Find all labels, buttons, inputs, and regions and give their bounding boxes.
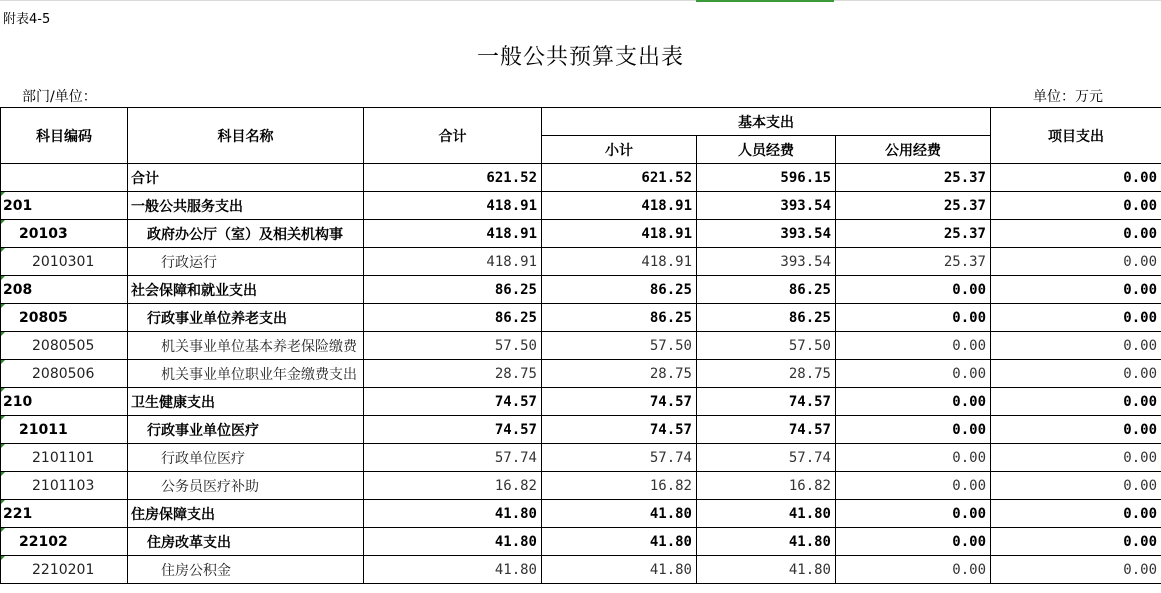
header-name[interactable]: 科目名称 [128,108,364,164]
cell-public[interactable]: 0.00 [836,416,991,444]
cell-total[interactable]: 28.75 [364,360,542,388]
cell-public[interactable]: 25.37 [836,164,991,192]
cell-name[interactable]: 社会保障和就业支出 [128,276,364,304]
cell-code[interactable]: 2101103 [1,472,128,500]
cell-code[interactable]: 2080506 [1,360,128,388]
cell-personnel[interactable]: 41.80 [697,500,836,528]
cell-subtotal[interactable]: 418.91 [542,192,697,220]
cell-personnel[interactable]: 393.54 [697,248,836,276]
cell-subtotal[interactable]: 86.25 [542,304,697,332]
cell-project[interactable]: 0.00 [991,444,1161,472]
cell-project[interactable]: 0.00 [991,248,1161,276]
table-row [1,500,1161,528]
cell-project[interactable]: 0.00 [991,528,1161,556]
cell-personnel[interactable]: 86.25 [697,304,836,332]
cell-project[interactable]: 0.00 [991,360,1161,388]
header-total[interactable]: 合计 [364,108,542,164]
cell-personnel[interactable]: 393.54 [697,192,836,220]
cell-public[interactable]: 0.00 [836,388,991,416]
cell-public[interactable]: 25.37 [836,220,991,248]
cell-name[interactable]: 卫生健康支出 [128,388,364,416]
cell-project[interactable]: 0.00 [991,192,1161,220]
cell-total[interactable]: 86.25 [364,304,542,332]
cell-name[interactable]: 住房改革支出 [128,528,364,556]
cell-code[interactable]: 20103 [1,220,128,248]
header-personnel[interactable]: 人员经费 [697,136,836,164]
cell-subtotal[interactable]: 16.82 [542,472,697,500]
cell-public[interactable]: 0.00 [836,500,991,528]
cell-code[interactable]: 210 [1,388,128,416]
cell-total[interactable]: 418.91 [364,220,542,248]
table-row [1,192,1161,220]
cell-name[interactable]: 行政单位医疗 [128,444,364,472]
cell-project[interactable]: 0.00 [991,304,1161,332]
cell-total[interactable]: 41.80 [364,528,542,556]
table-row [1,220,1161,248]
cell-project[interactable]: 0.00 [991,556,1161,584]
cell-total[interactable]: 86.25 [364,276,542,304]
cell-total[interactable]: 16.82 [364,472,542,500]
cell-total[interactable]: 418.91 [364,192,542,220]
page-title: 一般公共预算支出表 [476,45,684,70]
cell-code[interactable] [1,164,128,192]
table-row [1,528,1161,556]
cell-subtotal[interactable]: 418.91 [542,220,697,248]
cell-public[interactable]: 0.00 [836,556,991,584]
cell-code[interactable]: 2010301 [1,248,128,276]
cell-personnel[interactable]: 86.25 [697,276,836,304]
appendix-label: 附表4-5 [3,12,51,27]
cell-name[interactable]: 政府办公厅（室）及相关机构事 [128,220,364,248]
department-label: 部门/单位： [22,89,97,105]
cell-project[interactable]: 0.00 [991,220,1161,248]
cell-personnel[interactable]: 74.57 [697,416,836,444]
cell-personnel[interactable]: 393.54 [697,220,836,248]
cell-project[interactable]: 0.00 [991,472,1161,500]
header-row-1 [1,108,1161,136]
cell-name[interactable]: 公务员医疗补助 [128,472,364,500]
top-border-line [0,0,1161,1]
cell-subtotal[interactable]: 86.25 [542,276,697,304]
cell-name[interactable]: 一般公共服务支出 [128,192,364,220]
cell-public[interactable]: 0.00 [836,472,991,500]
cell-subtotal[interactable]: 74.57 [542,416,697,444]
cell-subtotal[interactable]: 74.57 [542,388,697,416]
cell-public[interactable]: 0.00 [836,360,991,388]
cell-name[interactable]: 机关事业单位职业年金缴费支出 [128,360,364,388]
cell-subtotal[interactable]: 621.52 [542,164,697,192]
cell-name[interactable]: 机关事业单位基本养老保险缴费 [128,332,364,360]
cell-name[interactable]: 合计 [128,164,364,192]
table-row [1,304,1161,332]
cell-name[interactable]: 行政事业单位医疗 [128,416,364,444]
cell-public[interactable]: 25.37 [836,192,991,220]
cell-total[interactable]: 74.57 [364,388,542,416]
cell-project[interactable]: 0.00 [991,500,1161,528]
cell-personnel[interactable]: 74.57 [697,388,836,416]
header-basic[interactable]: 基本支出 [542,108,991,136]
cell-code[interactable]: 201 [1,192,128,220]
cell-subtotal[interactable]: 41.80 [542,528,697,556]
cell-personnel[interactable]: 41.80 [697,528,836,556]
cell-public[interactable]: 0.00 [836,276,991,304]
cell-code[interactable]: 2101101 [1,444,128,472]
cell-public[interactable]: 0.00 [836,444,991,472]
cell-project[interactable]: 0.00 [991,416,1161,444]
cell-project[interactable]: 0.00 [991,164,1161,192]
header-public[interactable]: 公用经费 [836,136,991,164]
cell-subtotal[interactable]: 57.50 [542,332,697,360]
table-row [1,164,1161,192]
header-code[interactable]: 科目编码 [1,108,128,164]
cell-code[interactable]: 221 [1,500,128,528]
table-row [1,416,1161,444]
cell-code[interactable]: 2210201 [1,556,128,584]
cell-name[interactable]: 住房公积金 [128,556,364,584]
cell-total[interactable]: 418.91 [364,248,542,276]
table-row [1,276,1161,304]
cell-personnel[interactable]: 596.15 [697,164,836,192]
cell-code[interactable]: 22102 [1,528,128,556]
cell-public[interactable]: 0.00 [836,304,991,332]
cell-project[interactable]: 0.00 [991,276,1161,304]
cell-name[interactable]: 住房保障支出 [128,500,364,528]
expenditure-table [0,107,1161,584]
header-project[interactable]: 项目支出 [991,108,1161,164]
cell-subtotal[interactable]: 28.75 [542,360,697,388]
cell-code[interactable]: 21011 [1,416,128,444]
cell-personnel[interactable]: 57.50 [697,332,836,360]
cell-name[interactable]: 行政运行 [128,248,364,276]
cell-total[interactable]: 74.57 [364,416,542,444]
cell-public[interactable]: 0.00 [836,332,991,360]
table-row [1,444,1161,472]
cell-personnel[interactable]: 16.82 [697,472,836,500]
header-subtotal[interactable]: 小计 [542,136,697,164]
table-row [1,556,1161,584]
cell-total[interactable]: 57.50 [364,332,542,360]
cell-code[interactable]: 208 [1,276,128,304]
cell-personnel[interactable]: 41.80 [697,556,836,584]
cell-total[interactable]: 41.80 [364,500,542,528]
cell-public[interactable]: 0.00 [836,528,991,556]
cell-subtotal[interactable]: 41.80 [542,556,697,584]
cell-total[interactable]: 621.52 [364,164,542,192]
table-row [1,248,1161,276]
cell-personnel[interactable]: 57.74 [697,444,836,472]
table-row [1,388,1161,416]
cell-public[interactable]: 25.37 [836,248,991,276]
cell-project[interactable]: 0.00 [991,332,1161,360]
unit-label: 单位：万元 [1033,89,1103,105]
cell-subtotal[interactable]: 41.80 [542,500,697,528]
cell-code[interactable]: 20805 [1,304,128,332]
cell-subtotal[interactable]: 57.74 [542,444,697,472]
table-row [1,472,1161,500]
cell-project[interactable]: 0.00 [991,388,1161,416]
table-row [1,360,1161,388]
cell-personnel[interactable]: 28.75 [697,360,836,388]
selected-column-indicator [696,0,834,2]
cell-total[interactable]: 41.80 [364,556,542,584]
cell-subtotal[interactable]: 418.91 [542,248,697,276]
cell-name[interactable]: 行政事业单位养老支出 [128,304,364,332]
cell-total[interactable]: 57.74 [364,444,542,472]
table-row [1,332,1161,360]
cell-code[interactable]: 2080505 [1,332,128,360]
